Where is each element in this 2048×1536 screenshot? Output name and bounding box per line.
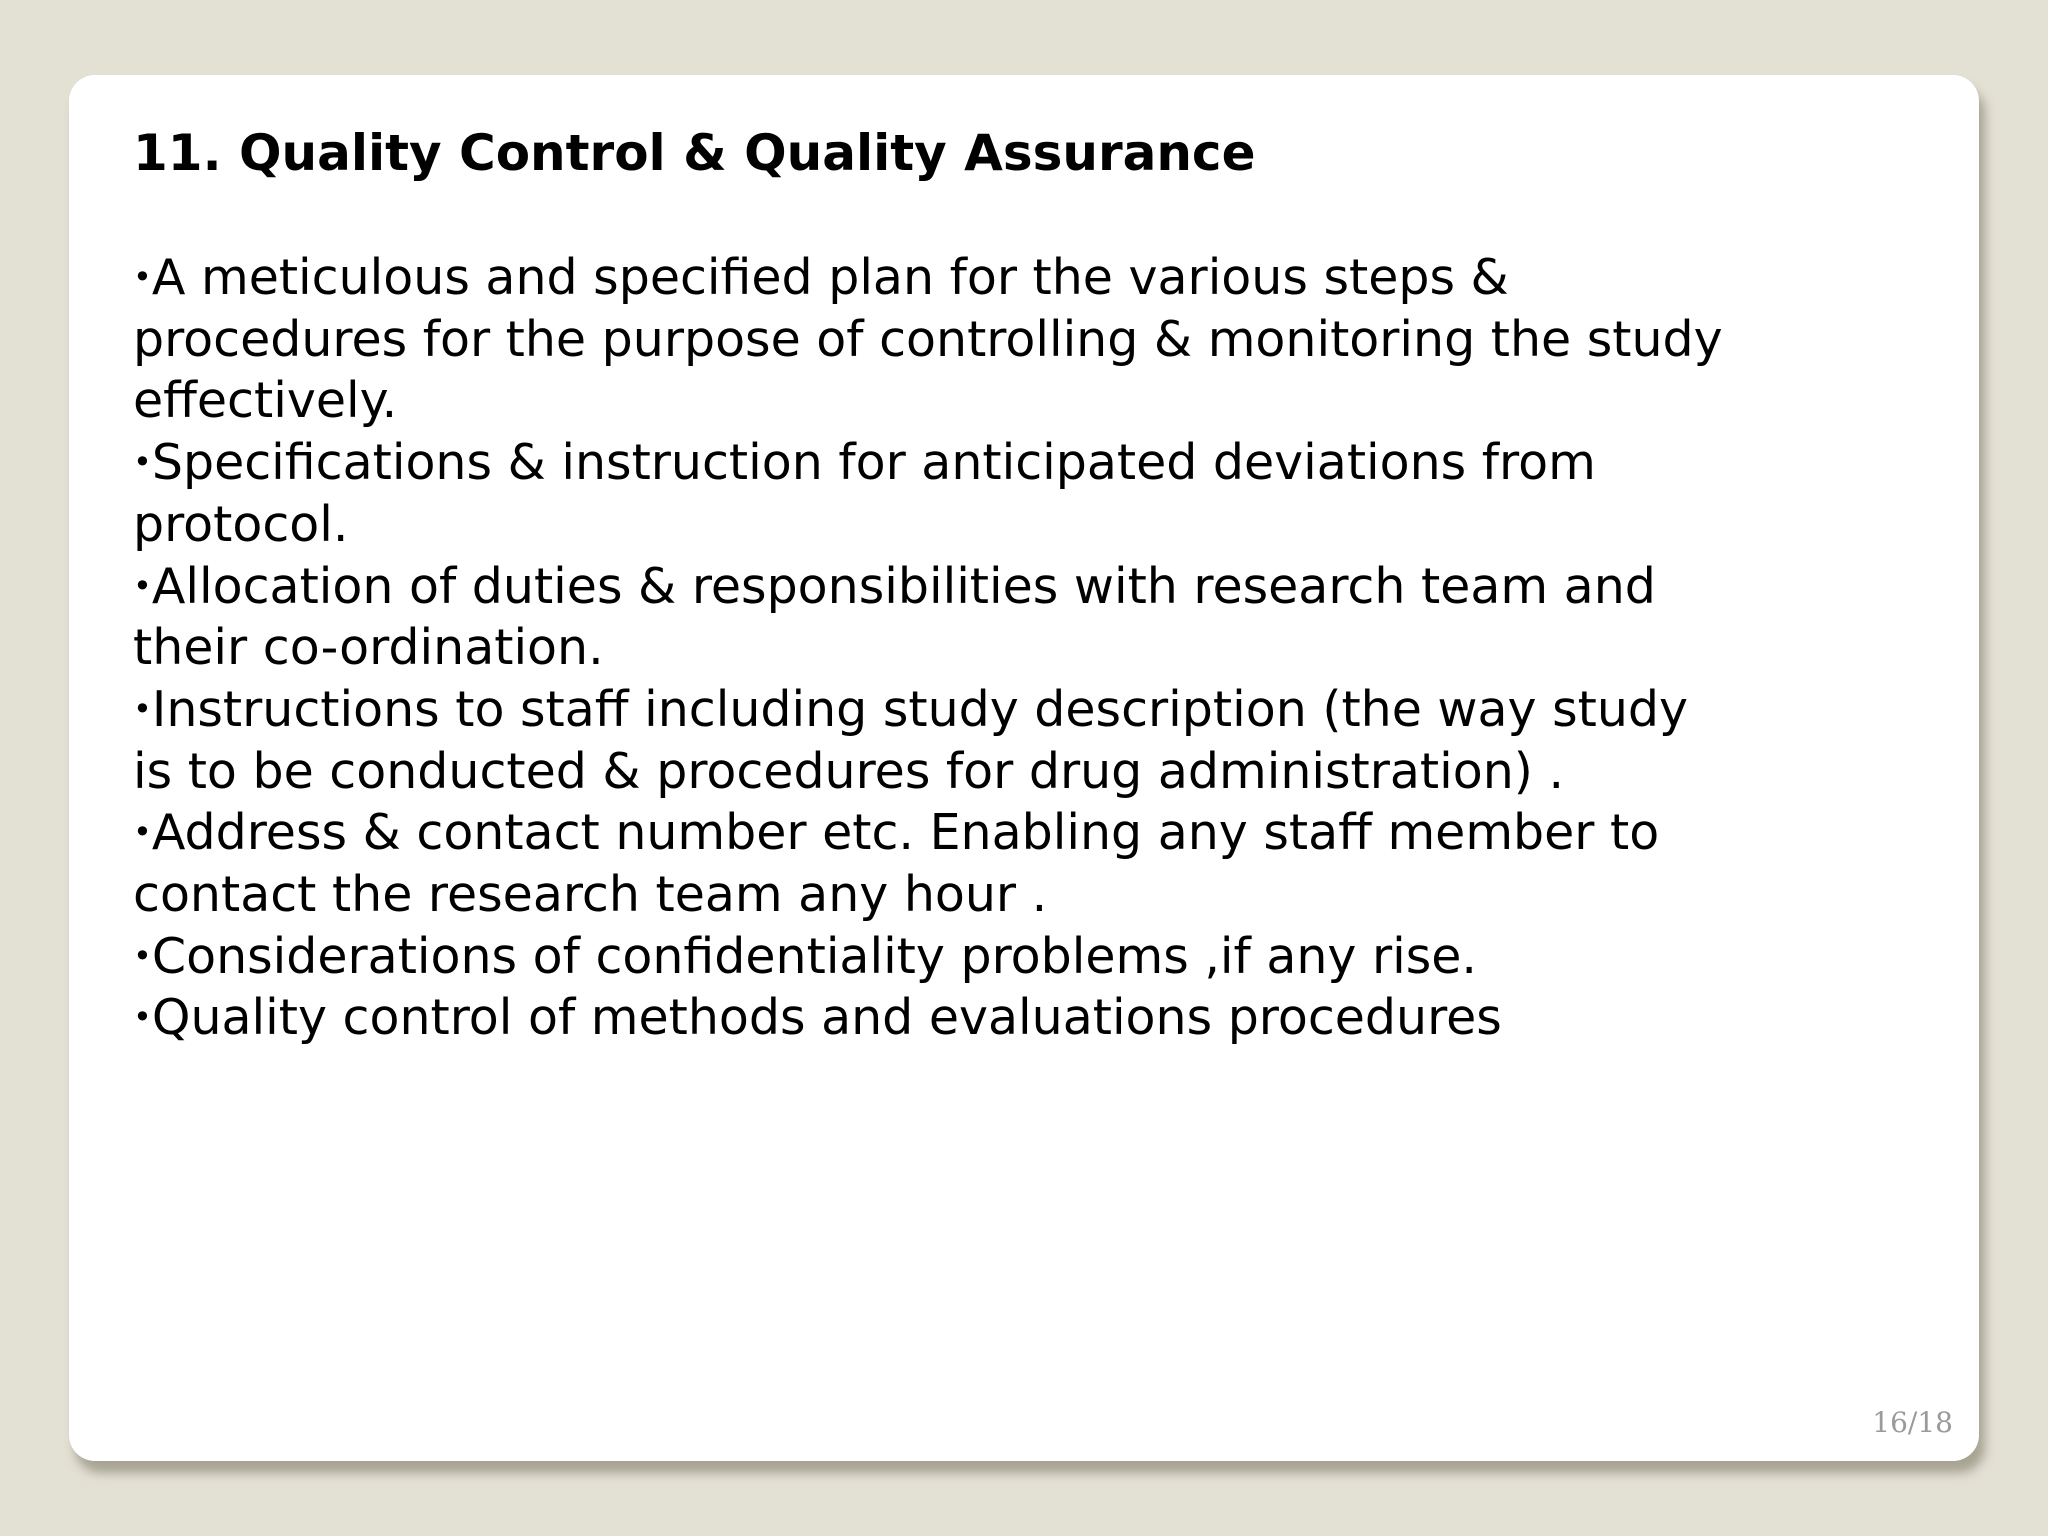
slide <box>69 75 1979 1461</box>
bullet-line: effectively. <box>133 372 398 430</box>
bullet-line: Allocation of duties & responsibilities with research team and <box>151 557 1656 615</box>
bullet-marker: • <box>133 689 152 728</box>
bullet-list <box>133 247 1913 1049</box>
bullet-marker: • <box>133 258 152 296</box>
bullet-line: Instructions to staff including study description (the way study <box>151 680 1689 738</box>
bullet-line: Specifications & instruction for anticipated deviations from <box>151 434 1596 492</box>
bullet-marker: • <box>133 813 152 852</box>
bullet-line: is to be conducted & procedures for drug administration) . <box>133 742 1565 800</box>
bullet-item <box>133 556 1913 679</box>
bullet-item <box>133 987 1913 1049</box>
bullet-marker: • <box>133 936 152 975</box>
bullet-line: procedures for the purpose of controlling & monitoring the study <box>133 310 1723 368</box>
bullet-item <box>133 679 1913 802</box>
bullet-item <box>133 432 1913 555</box>
bullet-line: contact the research team any hour . <box>133 866 1048 924</box>
bullet-line: Considerations of confidentiality problems ,if any rise. <box>151 927 1478 985</box>
bullet-line: protocol. <box>133 495 349 553</box>
bullet-marker: • <box>133 566 152 605</box>
slide-title: 11. Quality Control & Quality Assurance <box>133 124 1256 182</box>
bullet-line: Address & contact number etc. Enabling any staff member to <box>151 804 1660 862</box>
bullet-marker: • <box>133 998 152 1037</box>
bullet-line: their co-ordination. <box>133 619 604 677</box>
bullet-line: A meticulous and specified plan for the various steps & <box>151 249 1509 306</box>
page-number: 16/18 <box>1872 1406 1953 1439</box>
bullet-item <box>133 926 1913 988</box>
bullet-marker: • <box>133 443 152 482</box>
bullet-line: Quality control of methods and evaluations procedures <box>151 989 1502 1047</box>
bullet-item <box>133 247 1913 432</box>
bullet-item <box>133 802 1913 925</box>
